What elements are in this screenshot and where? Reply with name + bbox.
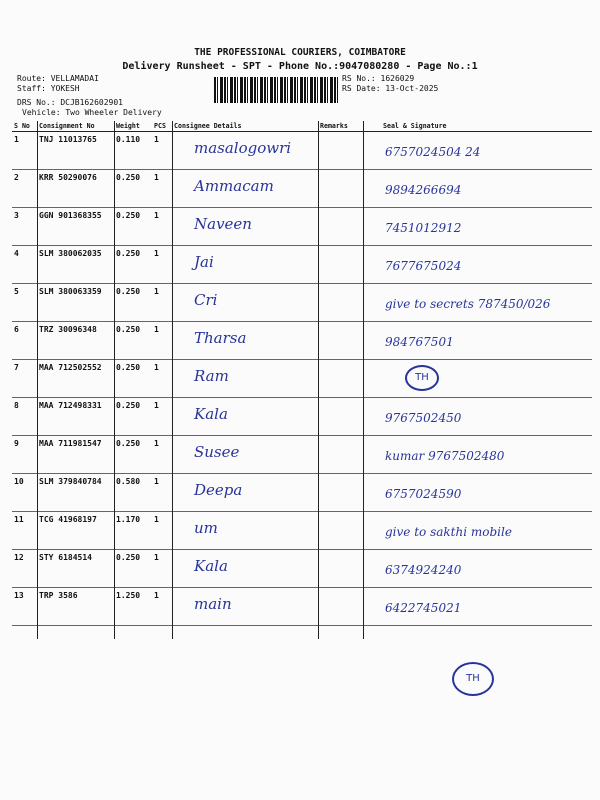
signature: give to secrets 787450/026 [385, 297, 551, 311]
consignee-name: Susee [194, 443, 240, 461]
rs-date: RS Date: 13-Oct-2025 [342, 84, 439, 93]
row-signature-cell [363, 512, 592, 550]
consignee-name: main [194, 595, 232, 613]
row-sno: 13 [12, 588, 37, 626]
consignee-name: Cri [194, 291, 218, 309]
row-pcs: 1 [152, 322, 172, 360]
header-consignment: Consignment No [37, 120, 114, 132]
row-sno: 8 [12, 398, 37, 436]
row-weight: 0.250 [114, 170, 152, 208]
row-consignment-no: TRP 3586 [37, 588, 114, 626]
signature: 7451012912 [385, 221, 462, 235]
row-consignment-no: MAA 712502552 [37, 360, 114, 398]
row-consignment-no: SLM 380063359 [37, 284, 114, 322]
column-divider [114, 121, 115, 639]
row-remarks [318, 550, 363, 588]
runsheet-subtitle: Delivery Runsheet - SPT - Phone No.:9047080280 - Page No.:1 [122, 61, 478, 72]
signature: 984767501 [385, 335, 454, 349]
row-pcs: 1 [152, 474, 172, 512]
row-signature-cell [363, 436, 592, 474]
row-sno: 10 [12, 474, 37, 512]
row-pcs: 1 [152, 588, 172, 626]
row-consignee-cell [172, 550, 318, 588]
row-consignee-cell [172, 132, 318, 170]
consignee-name: Ammacam [194, 177, 274, 195]
signature: TH [405, 365, 439, 391]
row-signature-cell [363, 284, 592, 322]
row-remarks [318, 170, 363, 208]
row-weight: 0.250 [114, 436, 152, 474]
table-row [12, 588, 592, 626]
table-row [12, 512, 592, 550]
row-signature-cell [363, 322, 592, 360]
staff-label: Staff: YOKESH [17, 84, 80, 93]
consignee-name: um [194, 519, 218, 537]
row-weight: 0.250 [114, 550, 152, 588]
header-sno: S No [12, 120, 37, 132]
table-row [12, 436, 592, 474]
table-row [12, 284, 592, 322]
signature: kumar 9767502480 [385, 449, 505, 463]
row-remarks [318, 208, 363, 246]
row-consignee-cell [172, 398, 318, 436]
consignee-name: masalogowri [194, 139, 292, 157]
vehicle-label: Vehicle: Two Wheeler Delivery [22, 108, 162, 117]
column-divider [37, 121, 38, 639]
table-row [12, 474, 592, 512]
row-pcs: 1 [152, 170, 172, 208]
table-row [12, 208, 592, 246]
row-weight: 0.110 [114, 132, 152, 170]
runsheet-table [12, 120, 592, 626]
meta-left [17, 74, 123, 108]
barcode-image [214, 77, 338, 103]
table-row [12, 322, 592, 360]
consignee-name: Kala [194, 405, 228, 423]
row-consignee-cell [172, 246, 318, 284]
row-weight: 1.250 [114, 588, 152, 626]
row-weight: 0.250 [114, 208, 152, 246]
table-row [12, 360, 592, 398]
drs-label: DRS No.: DCJB162602901 [17, 98, 123, 107]
consignee-name: Deepa [194, 481, 243, 499]
row-consignee-cell [172, 170, 318, 208]
row-sno: 6 [12, 322, 37, 360]
row-consignee-cell [172, 512, 318, 550]
column-divider [172, 121, 173, 639]
row-sno: 9 [12, 436, 37, 474]
row-sno: 1 [12, 132, 37, 170]
row-signature-cell [363, 132, 592, 170]
consignee-name: Jai [194, 253, 214, 271]
rs-number: RS No.: 1626029 [342, 74, 415, 83]
signature: 6757024504 24 [385, 145, 481, 159]
header-remarks: Remarks [318, 120, 363, 132]
row-remarks [318, 284, 363, 322]
runsheet-title: THE PROFESSIONAL COURIERS, COIMBATORE [194, 47, 406, 58]
row-signature-cell [363, 246, 592, 284]
row-remarks [318, 474, 363, 512]
row-remarks [318, 132, 363, 170]
row-weight: 0.250 [114, 398, 152, 436]
row-remarks [318, 588, 363, 626]
row-remarks [318, 246, 363, 284]
signature: 6422745021 [385, 601, 462, 615]
signature: give to sakthi mobile [385, 525, 512, 539]
row-pcs: 1 [152, 360, 172, 398]
consignee-name: Naveen [194, 215, 252, 233]
row-remarks [318, 398, 363, 436]
row-consignee-cell [172, 588, 318, 626]
row-signature-cell [363, 474, 592, 512]
row-weight: 0.580 [114, 474, 152, 512]
row-consignment-no: KRR 50290076 [37, 170, 114, 208]
table-row [12, 398, 592, 436]
row-signature-cell [363, 208, 592, 246]
consignee-name: Kala [194, 557, 228, 575]
header-weight: Weight [114, 120, 152, 132]
row-remarks [318, 322, 363, 360]
route-label: Route: VELLAMADAI [17, 74, 99, 83]
row-consignee-cell [172, 208, 318, 246]
row-consignment-no: TCG 41968197 [37, 512, 114, 550]
row-pcs: 1 [152, 512, 172, 550]
column-divider [318, 121, 319, 639]
header-signature: Seal & Signature [363, 120, 592, 132]
row-consignee-cell [172, 284, 318, 322]
row-consignee-cell [172, 474, 318, 512]
row-remarks [318, 512, 363, 550]
column-divider [363, 121, 364, 639]
header-pcs: PCS [152, 120, 172, 132]
row-consignment-no: SLM 380062035 [37, 246, 114, 284]
row-consignment-no: STY 6184514 [37, 550, 114, 588]
row-weight: 0.250 [114, 284, 152, 322]
table-row [12, 246, 592, 284]
row-consignment-no: MAA 711981547 [37, 436, 114, 474]
header-consignee: Consignee Details [172, 120, 318, 132]
row-consignee-cell [172, 436, 318, 474]
row-remarks [318, 360, 363, 398]
row-pcs: 1 [152, 398, 172, 436]
row-sno: 2 [12, 170, 37, 208]
consignee-name: Ram [194, 367, 229, 385]
row-consignment-no: MAA 712498331 [37, 398, 114, 436]
row-sno: 5 [12, 284, 37, 322]
row-sno: 3 [12, 208, 37, 246]
row-remarks [318, 436, 363, 474]
footer-stamp: TH [452, 662, 494, 696]
row-sno: 11 [12, 512, 37, 550]
row-pcs: 1 [152, 208, 172, 246]
row-consignment-no: TRZ 30096348 [37, 322, 114, 360]
table-row [12, 170, 592, 208]
row-consignment-no: GGN 901368355 [37, 208, 114, 246]
table-header-row [12, 120, 592, 132]
row-weight: 1.170 [114, 512, 152, 550]
row-sno: 12 [12, 550, 37, 588]
row-signature-cell [363, 360, 592, 398]
row-pcs: 1 [152, 246, 172, 284]
row-consignment-no: TNJ 11013765 [37, 132, 114, 170]
row-weight: 0.250 [114, 246, 152, 284]
signature: 6374924240 [385, 563, 462, 577]
row-consignment-no: SLM 379840784 [37, 474, 114, 512]
row-pcs: 1 [152, 132, 172, 170]
table-row [12, 132, 592, 170]
row-sno: 7 [12, 360, 37, 398]
signature: 9767502450 [385, 411, 462, 425]
row-sno: 4 [12, 246, 37, 284]
signature: 6757024590 [385, 487, 462, 501]
row-weight: 0.250 [114, 322, 152, 360]
row-signature-cell [363, 588, 592, 626]
row-signature-cell [363, 170, 592, 208]
row-signature-cell [363, 398, 592, 436]
row-weight: 0.250 [114, 360, 152, 398]
row-pcs: 1 [152, 550, 172, 588]
signature: 7677675024 [385, 259, 462, 273]
row-signature-cell [363, 550, 592, 588]
signature: 9894266694 [385, 183, 462, 197]
row-consignee-cell [172, 360, 318, 398]
row-pcs: 1 [152, 436, 172, 474]
row-pcs: 1 [152, 284, 172, 322]
table-row [12, 550, 592, 588]
row-consignee-cell [172, 322, 318, 360]
consignee-name: Tharsa [194, 329, 247, 347]
meta-right [342, 74, 438, 94]
